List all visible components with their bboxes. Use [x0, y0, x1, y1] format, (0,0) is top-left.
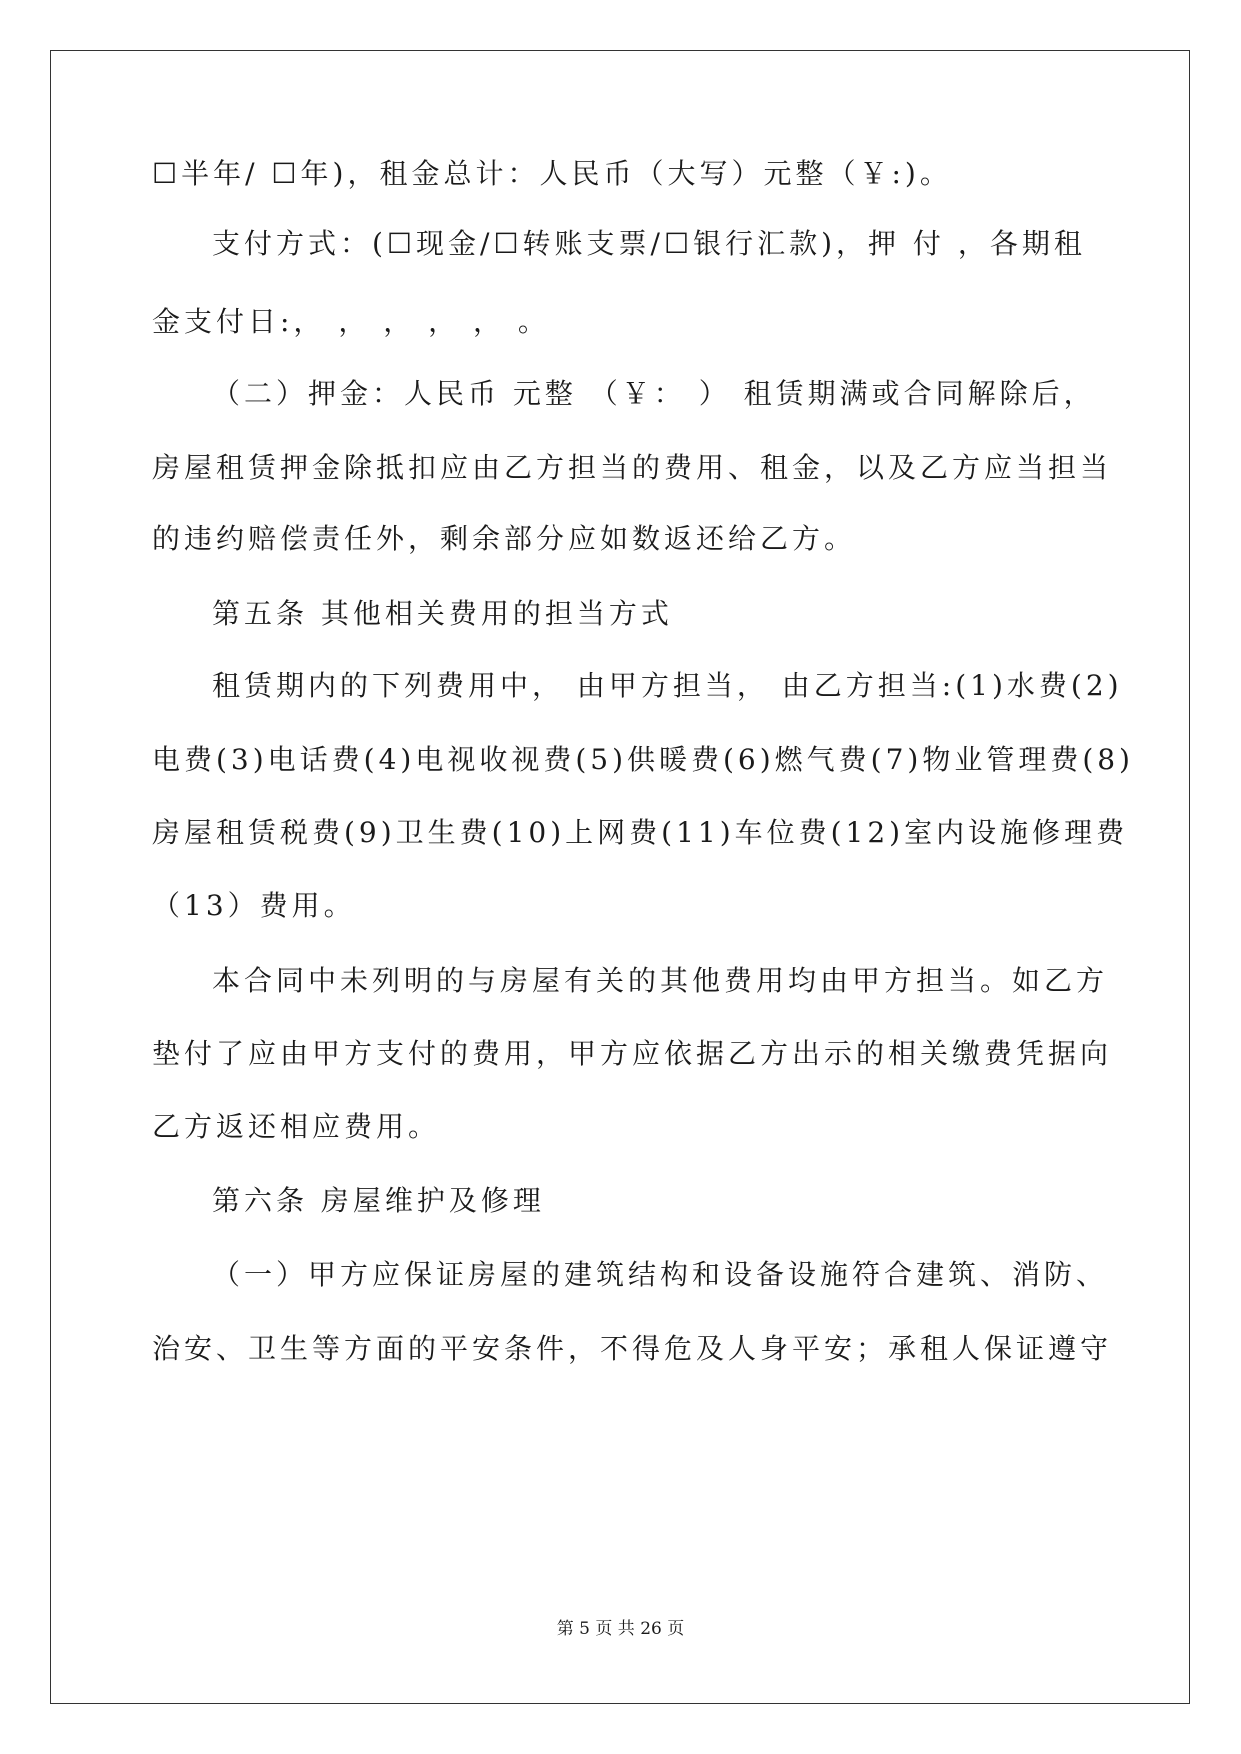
section-heading-5: 第五条 其他相关费用的担当方式 — [212, 597, 673, 630]
text-line-14: 乙方返还相应费用。 — [152, 1110, 441, 1143]
section-heading-6: 第六条 房屋维护及修理 — [212, 1184, 545, 1217]
text-line-17: 治安、卫生等方面的平安条件，不得危及人身平安；承租人保证遵守 — [152, 1332, 1113, 1365]
text-line-12: 本合同中未列明的与房屋有关的其他费用均由甲方担当。如乙方 — [212, 964, 1109, 997]
text-line-13: 垫付了应由甲方支付的费用，甲方应依据乙方出示的相关缴费凭据向 — [152, 1037, 1113, 1070]
text-line-5: 房屋租赁押金除抵扣应由乙方担当的费用、租金，以及乙方应当担当 — [152, 451, 1113, 484]
text-line-1: ☐半年/ ☐年)，租金总计：人民币（大写）元整（￥:)。 — [152, 157, 952, 190]
page-border — [50, 50, 1190, 1704]
text-line-4: （二）押金：人民币 元整 （￥： ） 租赁期满或合同解除后， — [212, 377, 1096, 410]
text-line-8: 租赁期内的下列费用中， 由甲方担当， 由乙方担当:(1)水费(2) — [212, 669, 1123, 702]
text-line-6: 的违约赔偿责任外，剩余部分应如数返还给乙方。 — [152, 522, 857, 555]
text-line-3: 金支付日:， ， ， ， ， 。 — [152, 305, 550, 338]
text-line-11: （13）费用。 — [152, 889, 356, 922]
text-line-16: （一）甲方应保证房屋的建筑结构和设备设施符合建筑、消防、 — [212, 1258, 1109, 1291]
text-line-9: 电费(3)电话费(4)电视收视费(5)供暖费(6)燃气费(7)物业管理费(8) — [152, 743, 1134, 776]
page-footer: 第 5 页 共 26 页 — [556, 1619, 685, 1639]
text-line-10: 房屋租赁税费(9)卫生费(10)上网费(11)车位费(12)室内设施修理费 — [152, 816, 1129, 849]
text-line-2: 支付方式：(☐现金/☐转账支票/☐银行汇款)，押 付 ，各期租 — [212, 227, 1086, 260]
